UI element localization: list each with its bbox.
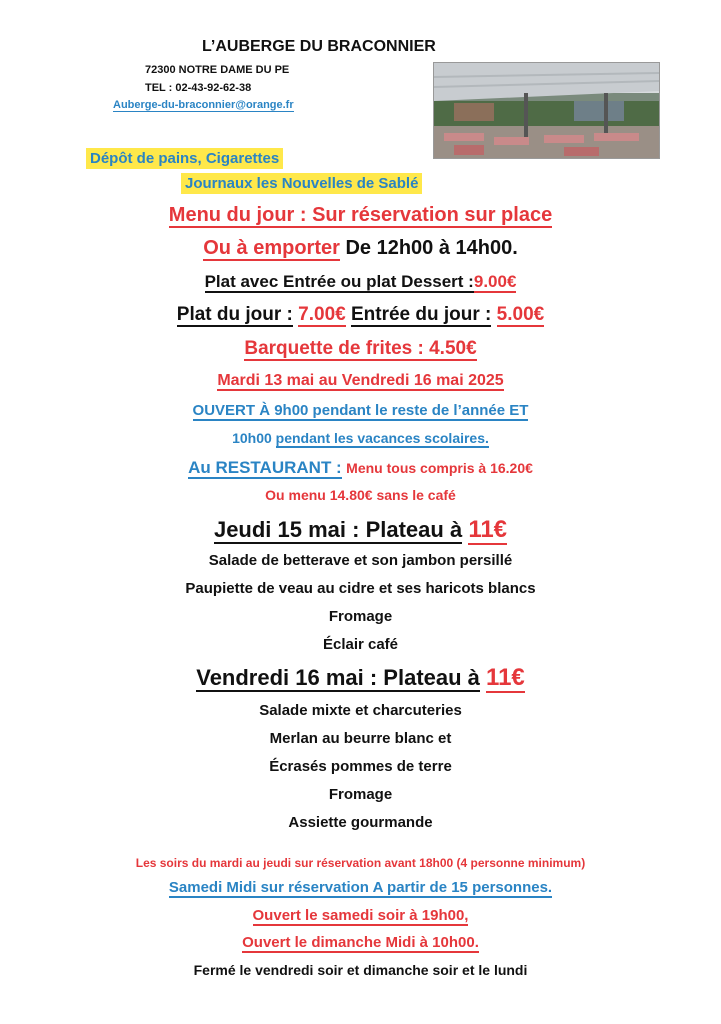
day-2-item: Merlan au beurre blanc et [269,730,452,747]
open-line-1-row [0,402,721,419]
menu-jour-title: Menu du jour : Sur réservation sur place [168,204,553,226]
day-2-title-row [0,664,721,692]
footer-soirs-row [0,856,721,870]
menu-jour-title-row [0,204,721,227]
day-1-item: Salade de betterave et son jambon persillé [208,552,513,569]
restaurant-email-link[interactable]: Auberge-du-braconnier@orange.fr [113,99,294,111]
entree-price: 5.00€ [496,304,545,325]
day-1-item: Fromage [328,608,393,625]
plat-entree-row [0,304,721,326]
day-2-item: Fromage [328,786,393,803]
day-2-price: 11€ [486,664,525,691]
opening-hours-line-1: OUVERT À 9h00 pendant le reste de l’année ET [192,402,529,419]
formula-row [0,272,721,292]
restaurant-alt-row [0,487,721,503]
day-2-title: Vendredi 16 mai : Plateau à [196,665,480,690]
opening-hours-line-2: pendant les vacances scolaires. [275,430,489,446]
services-line-2: Journaux les Nouvelles de Sablé [181,173,422,194]
day-1-item: Paupiette de veau au cidre et ses haricots blancs [185,580,536,597]
formula-price: 9.00€ [473,272,517,291]
open-line-2-row [0,430,721,446]
footer-dimanche-midi: Ouvert le dimanche Midi à 10h00. [242,934,479,951]
services-line-1: Dépôt de pains, Cigarettes [86,148,283,169]
frites-row [0,338,721,360]
restaurant-address: 72300 NOTRE DAME DU PE [145,64,290,76]
restaurant-menu-alt: Ou menu 14.80€ sans le café [265,487,456,503]
footer-dimanche-row [0,934,721,951]
footer-soirs: Les soirs du mardi au jeudi sur réservation avant 18h00 (4 personne minimum) [135,856,586,870]
day-1-item: Éclair café [322,636,399,653]
day-2-item: Assiette gourmande [288,814,433,831]
menu-jour-hours-row [0,237,721,260]
footer-samedi-midi-row [0,879,721,896]
day-2-item: Écrasés pommes de terre [269,758,452,775]
plat-price: 7.00€ [298,304,346,325]
footer-samedi-soir: Ouvert le samedi soir à 19h00, [252,907,469,924]
terrace-photo-image [434,63,659,158]
restaurant-phone: TEL : 02-43-92-62-38 [145,82,252,94]
dates-row [0,372,721,390]
day-1-price: 11€ [468,516,508,543]
terrace-photo [433,62,660,159]
restaurant-name: L’AUBERGE DU BRACONNIER [202,38,436,55]
entree-label: Entrée du jour : [350,304,492,325]
restaurant-menu-price: Menu tous compris à 16.20€ [346,460,533,476]
restaurant-row [0,458,721,478]
service-hours: De 12h00 à 14h00. [345,237,518,259]
takeaway-label: Ou à emporter [203,237,340,259]
day-1-title: Jeudi 15 mai : Plateau à [213,517,463,542]
frites-price: Barquette de frites : 4.50€ [244,338,477,359]
formula-label: Plat avec Entrée ou plat Dessert : [204,272,474,291]
footer-samedi-midi: Samedi Midi sur réservation A partir de 15 personnes. [168,879,553,896]
day-2-item: Salade mixte et charcuteries [259,702,462,719]
footer-samedi-soir-row [0,907,721,924]
day-1-title-row [0,516,721,544]
footer-ferme-row [0,962,721,978]
opening-hours-time: 10h00 [232,430,272,446]
footer-ferme: Fermé le vendredi soir et dimanche soir et le lundi [193,962,528,978]
plat-label: Plat du jour : [176,304,293,325]
menu-dates: Mardi 13 mai au Vendredi 16 mai 2025 [217,372,504,389]
restaurant-label: Au RESTAURANT : [188,458,342,477]
